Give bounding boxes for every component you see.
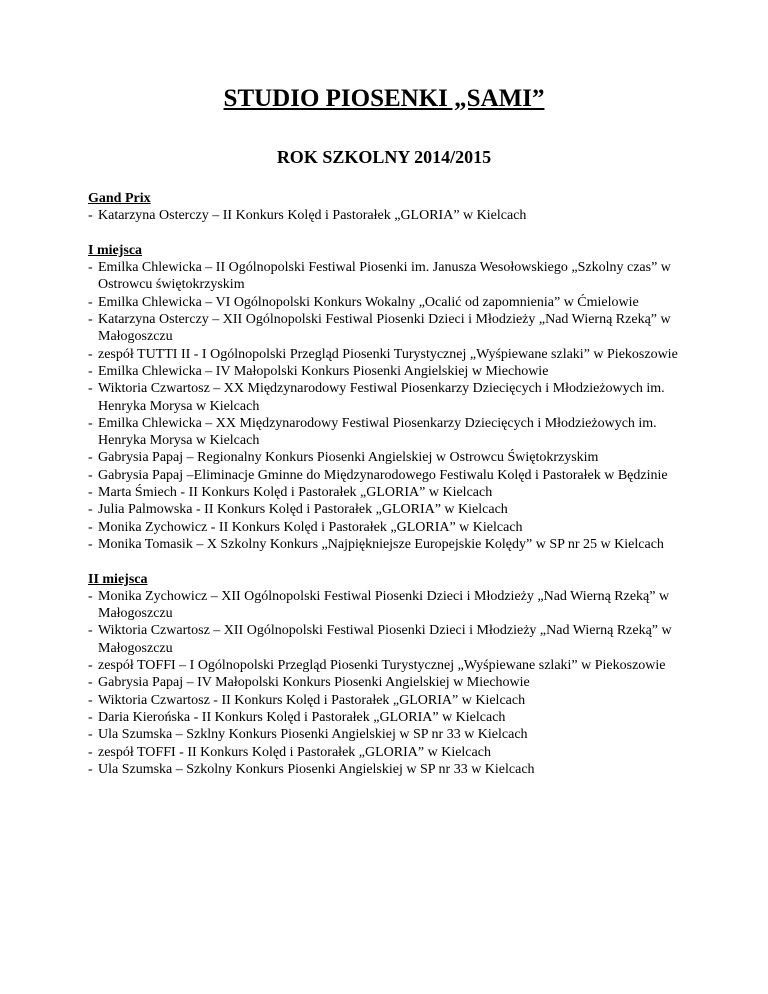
award-text: Daria Kierońska - II Konkurs Kolęd i Pastorałek „GLORIA” w Kielcach [98,709,506,725]
award-item [88,363,688,380]
award-text: Wiktoria Czwartosz – XX Międzynarodowy Festiwal Piosenkarzy Dziecięcych i Młodzieżowych im. Henryka Morysa w Kielcach [98,381,665,414]
award-item [88,726,688,743]
award-item [88,674,688,691]
award-text: Katarzyna Osterczy – II Konkurs Kolęd i Pastorałek „GLORIA” w Kielcach [98,208,527,224]
award-text: Marta Śmiech - II Konkurs Kolęd i Pastorałek „GLORIA” w Kielcach [98,485,493,501]
award-list-first-places [88,259,688,553]
award-text: Gabrysia Papaj – IV Małopolski Konkurs Piosenki Angielskiej w Miechowie [98,675,530,691]
award-text: Wiktoria Czwartosz – XII Ogólnopolski Festiwal Piosenki Dzieci i Młodzieży „Nad Wierną Rzeką” w Małogoszczu [98,623,672,656]
award-item [88,709,688,726]
award-list-second-places [88,588,688,778]
award-text: Emilka Chlewicka – VI Ogólnopolski Konkurs Wokalny „Ocalić od zapomnienia” w Ćmielowie [98,294,639,310]
list-dash: - [88,744,93,760]
award-text: Emilka Chlewicka – XX Międzynarodowy Festiwal Piosenkarzy Dziecięcych i Młodzieżowych im. Henryka Morysa w Kielcach [98,415,657,449]
award-item [88,380,688,415]
list-dash: - [88,761,93,777]
award-item [88,207,688,224]
list-dash: - [88,692,93,708]
section-heading-second-places: II miejsca [88,571,148,587]
award-item [88,311,688,346]
award-item [88,622,688,657]
award-text: Monika Zychowicz – XII Ogólnopolski Festiwal Piosenki Dzieci i Młodzieży „Nad Wierną Rzeką” w Małogoszczu [98,588,670,622]
award-item [88,294,688,311]
list-dash: - [88,208,93,224]
award-text: Julia Palmowska - II Konkurs Kolęd i Pastorałek „GLORIA” w Kielcach [98,502,508,518]
award-text: Katarzyna Osterczy – XII Ogólnopolski Festiwal Piosenki Dzieci i Młodzieży „Nad Wierną Rzeką” w Małogoszczu [98,312,671,345]
award-item [88,346,688,363]
list-dash: - [88,260,93,276]
document-title: STUDIO PIOSENKI „SAMI” [223,85,545,112]
list-dash: - [88,675,93,691]
award-text: Wiktoria Czwartosz - II Konkurs Kolęd i Pastorałek „GLORIA” w Kielcach [98,692,526,708]
award-item [88,657,688,674]
award-text: zespół TOFFI - II Konkurs Kolęd i Pastorałek „GLORIA” w Kielcach [98,744,491,760]
list-dash: - [88,588,93,604]
list-dash: - [88,727,93,743]
section-heading-first-places: I miejsca [88,242,143,258]
award-list-grand-prix [88,207,688,224]
list-dash: - [88,709,93,725]
section-grand-prix [88,190,688,225]
document-subtitle: ROK SZKOLNY 2014/2015 [276,147,492,167]
list-dash: - [88,623,93,639]
award-item [88,259,688,294]
award-text: Ula Szumska – Szkolny Konkurs Piosenki Angielskiej w SP nr 33 w Kielcach [98,761,535,777]
award-text: Gabrysia Papaj –Eliminacje Gminne do Międzynarodowego Festiwalu Kolęd i Pastorałek w Będzinie [98,467,668,483]
award-text: Monika Zychowicz - II Konkurs Kolęd i Pastorałek „GLORIA” w Kielcach [98,519,523,535]
section-second-places [88,571,688,779]
award-item [88,484,688,501]
award-text: Monika Tomasik – X Szkolny Konkurs „Najpiękniejsze Europejskie Kolędy” w SP nr 25 w Kielcach [98,536,664,552]
award-item [88,588,688,623]
award-item [88,744,688,761]
award-item [88,536,688,553]
list-dash: - [88,536,93,552]
award-item [88,415,688,450]
list-dash: - [88,485,93,501]
award-item [88,692,688,709]
award-text: zespół TUTTI II - I Ogólnopolski Przegląd Piosenki Turystycznej „Wyśpiewane szlaki” w Piekoszowie [98,346,678,362]
award-text: zespół TOFFI – I Ogólnopolski Przegląd Piosenki Turystycznej „Wyśpiewane szlaki” w Piekoszowie [98,658,666,674]
award-item [88,467,688,484]
list-dash: - [88,658,93,674]
list-dash: - [88,381,93,397]
award-text: Ula Szumska – Szklny Konkurs Piosenki Angielskiej w SP nr 33 w Kielcach [98,727,528,743]
section-heading-grand-prix: Gand Prix [88,191,151,206]
list-dash: - [88,346,93,362]
list-dash: - [88,450,93,466]
list-dash: - [88,294,93,310]
award-text: Emilka Chlewicka – IV Małopolski Konkurs Piosenki Angielskiej w Miechowie [98,363,549,379]
list-dash: - [88,415,93,431]
list-dash: - [88,467,93,483]
list-dash: - [88,519,93,535]
award-item [88,449,688,466]
award-item [88,501,688,518]
list-dash: - [88,312,93,328]
award-text: Emilka Chlewicka – II Ogólnopolski Festiwal Piosenki im. Janusza Wesołowskiego „Szkolny czas” w Ostrowcu świętokrzyskim [98,260,671,293]
award-item [88,519,688,536]
document-content [88,190,688,795]
award-text: Gabrysia Papaj – Regionalny Konkurs Piosenki Angielskiej w Ostrowcu Świętokrzyskim [98,450,599,466]
list-dash: - [88,502,93,518]
list-dash: - [88,363,93,379]
section-first-places [88,242,688,553]
award-item [88,761,688,778]
